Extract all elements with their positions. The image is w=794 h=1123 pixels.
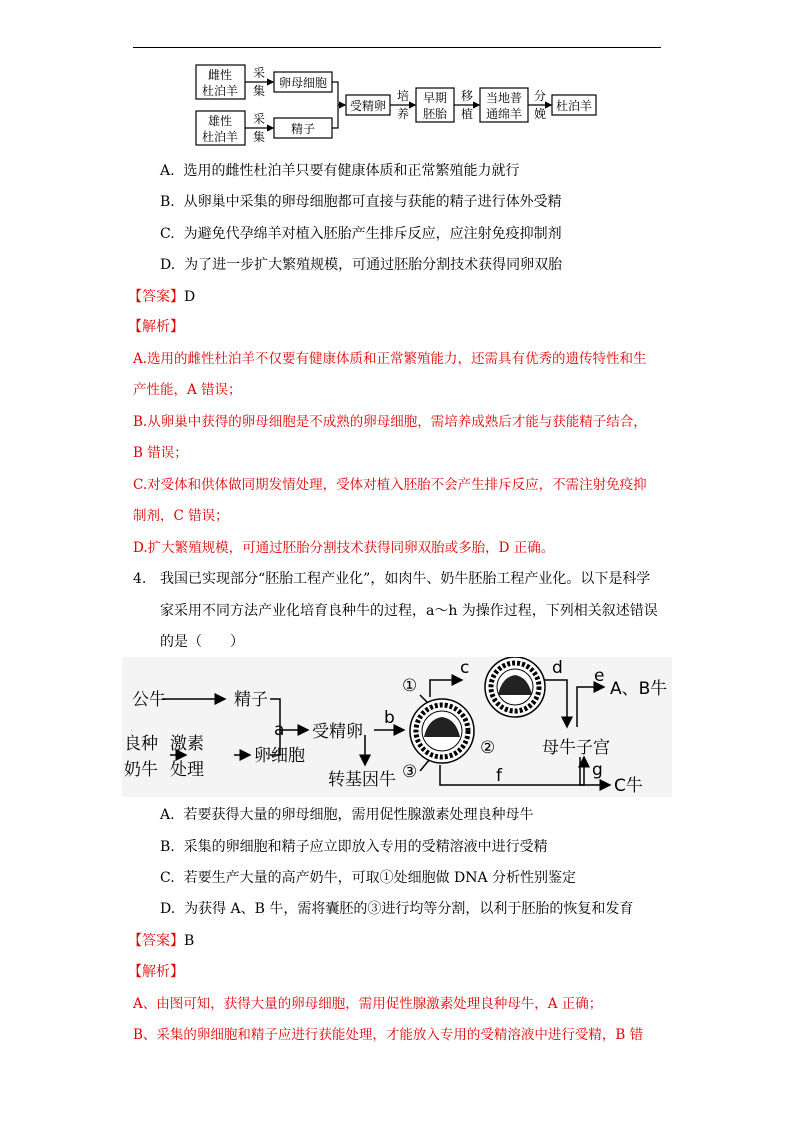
early-embryo-2: 胚胎 (422, 107, 448, 121)
transgenic-label: 转基因牛 (328, 770, 396, 790)
collect1-b: 集 (252, 84, 266, 98)
hormone-1: 激素 (170, 734, 204, 754)
q3-option-c (160, 225, 562, 243)
marker-2: ② (480, 738, 496, 758)
option-letter: C. (160, 870, 175, 886)
q4-option-a (160, 806, 533, 824)
collect2-a: 采 (252, 112, 266, 126)
answer-label: 【答案】 (128, 933, 184, 949)
q3-analysis-line: B 错误； (133, 445, 188, 461)
cattle-flowchart (122, 657, 672, 797)
q3-option-d (160, 256, 562, 274)
analysis-label: 【解析】 (128, 319, 184, 335)
answer-value: B (184, 933, 195, 949)
sperm-label: 精子 (234, 690, 268, 710)
option-letter: B. (160, 839, 175, 855)
good-breed-2: 奶牛 (124, 760, 158, 780)
culture-a: 培 (396, 89, 410, 103)
transplant-b: 植 (460, 107, 474, 121)
oocyte-label: 卵母细胞 (278, 76, 328, 90)
transplant-a: 移 (460, 89, 474, 103)
q4-analysis-line: B、采集的卵细胞和精子应进行获能处理，才能放入专用的受精溶液中进行受精，B 错 (133, 1027, 644, 1043)
option-text: 选用的雌性杜泊羊只要有健康体质和正常繁殖能力就行 (183, 163, 520, 179)
q4-stem-line: 家采用不同方法产业化培育良种牛的过程，a～h 为操作过程，下列相关叙述错误 (160, 603, 658, 619)
option-text: 为避免代孕绵羊对植入胚胎产生排斥反应，应注射免疫抑制剂 (183, 226, 562, 242)
q4-option-c (160, 869, 576, 887)
answer-label: 【答案】 (128, 289, 184, 305)
q3-answer (128, 288, 195, 306)
local-sheep-1: 当地普 (485, 91, 523, 105)
early-embryo-1: 早期 (422, 91, 448, 105)
option-text: 采集的卵细胞和精子应立即放入专用的受精溶液中进行受精 (183, 839, 548, 855)
q3-analysis-line: C.对受体和供体做同期发情处理，受体对植入胚胎不会产生排斥反应，不需注射免疫抑 (133, 477, 647, 493)
q4-analysis-line: A、由图可知，获得大量的卵母细胞，需用促性腺激素处理良种母牛，A 正确； (133, 996, 603, 1012)
option-letter: A. (160, 807, 175, 823)
option-text: 为获得 A、B 牛，需将囊胚的③进行均等分割，以利于胚胎的恢复和发育 (184, 901, 634, 917)
option-text: 为了进一步扩大繁殖规模，可通过胚胎分割技术获得同卵双胎 (184, 257, 563, 273)
female-label-1: 雌性 (207, 68, 233, 82)
q4-stem-line: 的是（ ） (160, 634, 244, 650)
male-label-1: 雄性 (207, 114, 233, 128)
option-letter: A. (160, 163, 175, 179)
q3-analysis-line: 产性能，A 错误； (133, 382, 242, 398)
culture-b: 养 (396, 107, 410, 121)
option-text: 若要生产大量的高产奶牛，可取①处细胞做 DNA 分析性别鉴定 (183, 870, 577, 886)
q3-option-a (160, 162, 519, 180)
c-cattle-label: C牛 (614, 776, 643, 796)
result-label: 杜泊羊 (555, 99, 593, 113)
step-f: f (496, 766, 502, 786)
q4-stem-line: 我国已实现部分“胚胎工程产业化”，如肉牛、奶牛胚胎工程产业化。以下是科学 (160, 571, 651, 587)
fertilized-egg-label: 受精卵 (312, 722, 363, 742)
collect1-a: 采 (252, 66, 266, 80)
ab-cattle-label: A、B牛 (610, 679, 668, 699)
option-letter: D. (160, 901, 176, 917)
option-letter: D. (160, 257, 176, 273)
step-c: c (460, 658, 470, 678)
q3-analysis-label (128, 318, 184, 336)
q4-number: 4. (133, 571, 147, 587)
hatched-blastocyst-icon (485, 657, 545, 717)
birth-b: 娩 (533, 107, 547, 121)
hormone-2: 处理 (170, 760, 204, 780)
answer-value: D (184, 289, 196, 305)
analysis-label: 【解析】 (128, 964, 184, 980)
fertilized-egg-label: 受精卵 (349, 99, 387, 113)
oocyte-label: 卵细胞 (254, 746, 305, 766)
option-letter: C. (160, 226, 175, 242)
step-b: b (384, 708, 395, 728)
marker-3: ③ (402, 762, 418, 782)
marker-1: ① (402, 676, 418, 696)
q4-answer (128, 932, 194, 950)
step-a: a (274, 720, 285, 740)
q3-analysis-line: B.从卵巢中获得的卵母细胞是不成熟的卵母细胞，需培养成熟后才能与获能精子结合， (133, 414, 647, 430)
good-breed-1: 良种 (124, 734, 158, 754)
step-d: d (552, 658, 563, 678)
female-label-2: 杜泊羊 (201, 84, 239, 98)
q4-option-b (160, 838, 548, 856)
uterus-label: 母牛子宫 (542, 738, 610, 758)
blastocyst-icon (410, 699, 474, 763)
q3-option-b (160, 193, 562, 211)
local-sheep-2: 通绵羊 (485, 107, 523, 121)
q4-analysis-label (128, 963, 184, 981)
option-letter: B. (160, 194, 175, 210)
bull-label: 公牛 (132, 690, 166, 710)
male-label-2: 杜泊羊 (201, 130, 239, 144)
option-text: 从卵巢中采集的卵母细胞都可直接与获能的精子进行体外受精 (183, 194, 562, 210)
collect2-b: 集 (252, 130, 266, 144)
sperm-label: 精子 (290, 122, 316, 136)
option-text: 若要获得大量的卵母细胞，需用促性腺激素处理良种母牛 (183, 807, 534, 823)
q4-option-d (160, 900, 633, 918)
sheep-flowchart (190, 60, 610, 164)
q3-analysis-line: 制剂，C 错误； (133, 508, 229, 524)
step-g: g (592, 760, 603, 780)
birth-a: 分 (533, 89, 547, 103)
header-rule (133, 47, 661, 48)
q3-analysis-line: D.扩大繁殖规模，可通过胚胎分割技术获得同卵双胎或多胎，D 正确。 (133, 540, 555, 556)
step-e: e (594, 666, 605, 686)
q3-analysis-line: A.选用的雌性杜泊羊不仅要有健康体质和正常繁殖能力，还需具有优秀的遗传特性和生 (133, 351, 647, 367)
